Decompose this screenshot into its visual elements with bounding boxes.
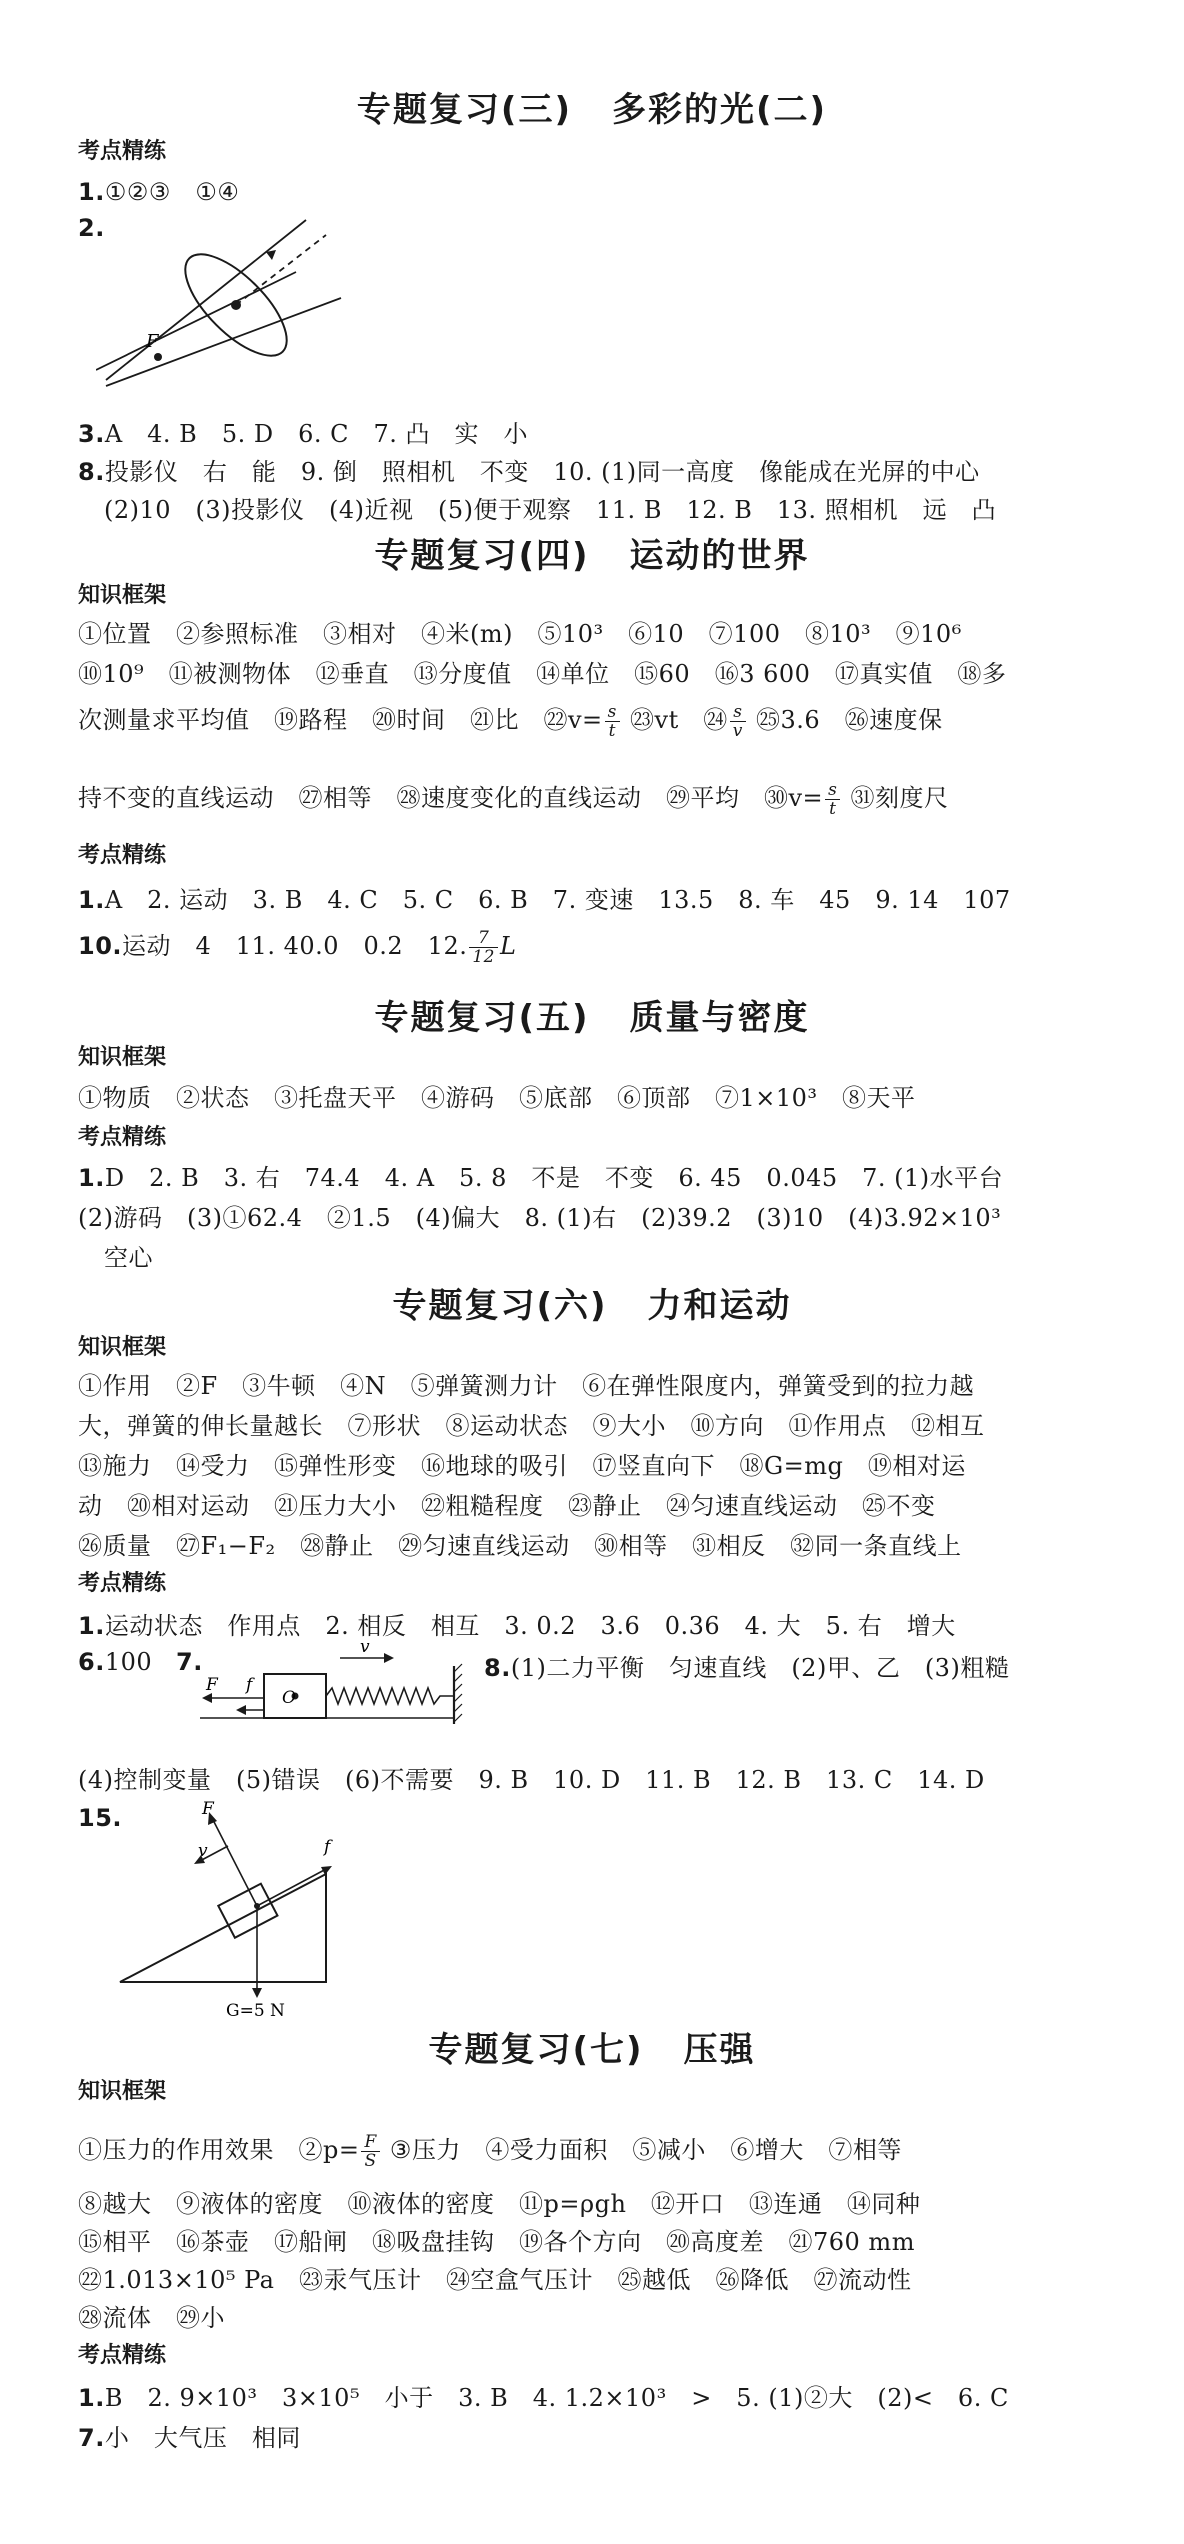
practice-label: 考点精练 <box>78 139 167 164</box>
spring-block-diagram <box>200 1638 470 1728</box>
fraction: $\frac{s}{v}$ <box>730 703 746 740</box>
svg-text:O: O <box>282 1688 296 1708</box>
framework-line: ㉖质量 ㉗F₁−F₂ ㉘静止 ㉙匀速直线运动 ㉚相等 ㉛相反 ㉜同一条直线上 <box>78 1532 962 1560</box>
framework-line: ①物质 ②状态 ③托盘天平 ④游码 ⑤底部 ⑥顶部 ⑦1×10³ ⑧天平 <box>78 1084 916 1112</box>
framework-line: ⑬施力 ⑭受力 ⑮弹性形变 ⑯地球的吸引 ⑰竖直向下 ⑱G=mg ⑲相对运 <box>78 1452 966 1480</box>
framework-line: ⑩10⁹ ⑪被测物体 ⑫垂直 ⑬分度值 ⑭单位 ⑮60 ⑯3 600 ⑰真实值 ⑱多 <box>78 660 1007 688</box>
answer-line: (2)游码 (3)①62.4 ②1.5 (4)偏大 8. (1)右 (2)39.2 (3)10 (4)3.92×10³ <box>78 1204 1002 1232</box>
svg-text:v: v <box>198 1841 208 1861</box>
answer-line: 1.运动状态 作用点 2. 相反 相互 3. 0.2 3.6 0.36 4. 大 5. 右 增大 <box>78 1612 956 1640</box>
answer-line: 8.(1)二力平衡 匀速直线 (2)甲、乙 (3)粗糙 <box>484 1654 1010 1682</box>
section-title-6: 专题复习(六) 力和运动 <box>392 1286 792 1326</box>
framework-label: 知识框架 <box>78 583 167 608</box>
framework-label: 知识框架 <box>78 1335 167 1360</box>
answer-line: 空心 <box>104 1244 153 1272</box>
answer-line: 6.100 <box>78 1648 153 1676</box>
answer-line: 8.投影仪 右 能 9. 倒 照相机 不变 10. (1)同一高度 像能成在光屏的中心 <box>78 458 980 486</box>
framework-line: 持不变的直线运动 ㉗相等 ㉘速度变化的直线运动 ㉙平均 ㉚v= $\frac{s}{t}$ ㉛刻度尺 <box>78 780 949 819</box>
svg-text:f: f <box>246 1675 253 1695</box>
focus-label: F <box>146 331 159 352</box>
svg-text:f: f <box>324 1837 331 1857</box>
framework-line: ⑧越大 ⑨液体的密度 ⑩液体的密度 ⑪p=ρgh ⑫开口 ⑬连通 ⑭同种 <box>78 2190 921 2218</box>
answer-line: 2. <box>78 214 105 242</box>
fraction: $\frac{s}{t}$ <box>825 781 840 818</box>
answer-line: 1.B 2. 9×10³ 3×10⁵ 小于 3. B 4. 1.2×10³ > 5. (1)②大 (2)< 6. C <box>78 2384 1009 2412</box>
answer-line: 1.A 2. 运动 3. B 4. C 5. C 6. B 7. 变速 13.5 8. 车 45 9. 14 107 <box>78 886 1011 914</box>
practice-label: 考点精练 <box>78 1125 167 1150</box>
answer-line: 3.A 4. B 5. D 6. C 7. 凸 实 小 <box>78 420 529 448</box>
answer-line: 15. <box>78 1804 123 1832</box>
practice-label: 考点精练 <box>78 843 167 868</box>
practice-label: 考点精练 <box>78 2343 167 2368</box>
fraction: $\frac{s}{t}$ <box>605 703 620 740</box>
framework-line: ①压力的作用效果 ②p= $\frac{F}{S}$ ③压力 ④受力面积 ⑤减小 ⑥增大 ⑦相等 <box>78 2132 902 2171</box>
svg-text:F: F <box>206 1675 218 1695</box>
svg-text:v: v <box>360 1638 370 1657</box>
section-title-7: 专题复习(七) 压强 <box>428 2030 756 2070</box>
framework-line: 次测量求平均值 ⑲路程 ⑳时间 ㉑比 ㉒v= $\frac{s}{t}$ ㉓vt ㉔ $\frac{s}{v}$ ㉕3.6 ㉖速度保 <box>78 702 943 741</box>
framework-line: ㉘流体 ㉙小 <box>78 2304 225 2332</box>
framework-label: 知识框架 <box>78 1045 167 1070</box>
framework-line: 动 ⑳相对运动 ㉑压力大小 ㉒粗糙程度 ㉓静止 ㉔匀速直线运动 ㉕不变 <box>78 1492 936 1520</box>
framework-line: 大，弹簧的伸长量越长 ⑦形状 ⑧运动状态 ⑨大小 ⑩方向 ⑪作用点 ⑫相互 <box>78 1412 985 1440</box>
svg-text:G=5 N: G=5 N <box>226 2001 285 2018</box>
framework-line: ①作用 ②F ③牛顿 ④N ⑤弹簧测力计 ⑥在弹性限度内，弹簧受到的拉力越 <box>78 1372 975 1400</box>
framework-line: ①位置 ②参照标准 ③相对 ④米(m) ⑤10³ ⑥10 ⑦100 ⑧10³ ⑨10⁶ <box>78 620 962 648</box>
framework-line: ⑮相平 ⑯茶壶 ⑰船闸 ⑱吸盘挂钩 ⑲各个方向 ⑳高度差 ㉑760 mm <box>78 2228 915 2256</box>
lens-ray-diagram <box>96 210 366 410</box>
answer-line: 10.运动 4 11. 40.0 0.2 12. $\frac{7}{12}$ L <box>78 928 517 967</box>
answer-line: (4)控制变量 (5)错误 (6)不需要 9. B 10. D 11. B 12. B 13. C 14. D <box>78 1766 985 1794</box>
framework-line: ㉒1.013×10⁵ Pa ㉓汞气压计 ㉔空盒气压计 ㉕越低 ㉖降低 ㉗流动性 <box>78 2266 912 2294</box>
fraction: $\frac{7}{12}$ <box>469 929 498 966</box>
fraction: $\frac{F}{S}$ <box>361 2133 379 2170</box>
practice-label: 考点精练 <box>78 1571 167 1596</box>
section-title-3: 专题复习(三) 多彩的光(二) <box>356 90 828 130</box>
answer-line: 7. <box>176 1648 203 1676</box>
section-title-5: 专题复习(五) 质量与密度 <box>374 998 810 1038</box>
answer-line: 7.小 大气压 相同 <box>78 2424 301 2452</box>
section-title-4: 专题复习(四) 运动的世界 <box>374 536 810 576</box>
framework-label: 知识框架 <box>78 2079 167 2104</box>
svg-text:F: F <box>202 1799 214 1819</box>
answer-line: 1.D 2. B 3. 右 74.4 4. A 5. 8 不是 不变 6. 45 0.045 7. (1)水平台 <box>78 1164 1004 1192</box>
answer-line: (2)10 (3)投影仪 (4)近视 (5)便于观察 11. B 12. B 13. 照相机 远 凸 <box>104 496 997 524</box>
answer-line: 1.①②③ ①④ <box>78 178 240 206</box>
incline-force-diagram <box>118 1798 358 2018</box>
